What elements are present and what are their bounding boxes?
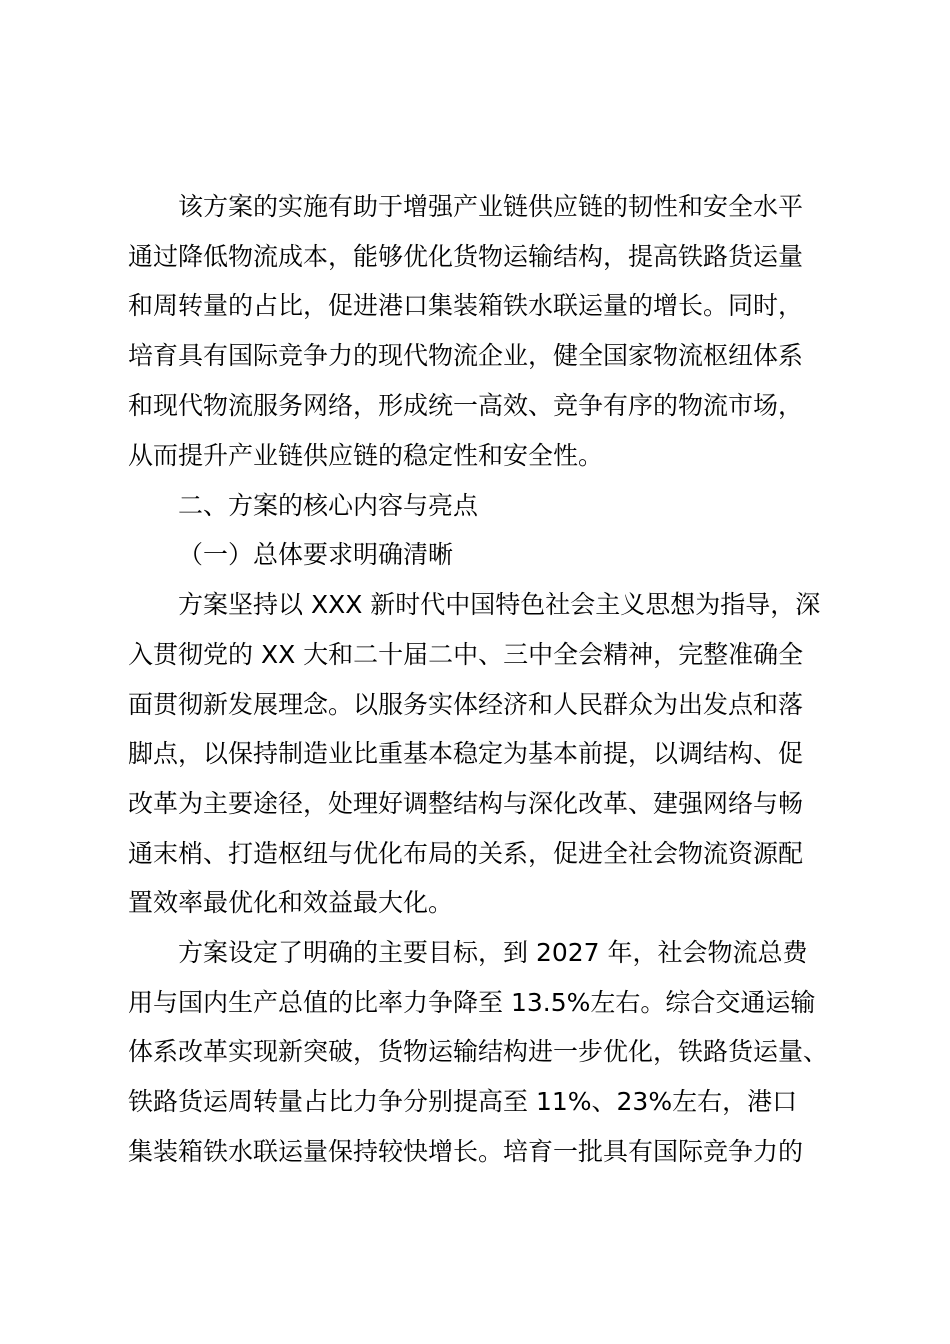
paragraph-2-line-3: 面贯彻新发展理念。以服务实体经济和人民群众为出发点和落 [128,690,804,719]
section-heading: 二、方案的核心内容与亮点 [178,491,479,520]
subsection-heading: （一）总体要求明确清晰 [178,540,454,569]
paragraph-1-line-4: 培育具有国际竞争力的现代物流企业，健全国家物流枢纽体系 [128,341,804,370]
paragraph-1-line-1: 该方案的实施有助于增强产业链供应链的韧性和安全水平 [178,192,804,221]
paragraph-3-line-1: 方案设定了明确的主要目标，到 2027 年，社会物流总费 [178,938,808,967]
paragraph-1-line-6: 从而提升产业链供应链的稳定性和安全性。 [128,441,604,470]
paragraph-2-line-1: 方案坚持以 XXX 新时代中国特色社会主义思想为指导，深 [178,590,821,619]
paragraph-2-line-2: 入贯彻党的 XX 大和二十届二中、三中全会精神，完整准确全 [128,640,804,669]
paragraph-2-line-6: 通末梢、打造枢纽与优化布局的关系，促进全社会物流资源配 [128,839,804,868]
paragraph-3-line-3: 体系改革实现新突破，货物运输结构进一步优化，铁路货运量、 [128,1037,829,1066]
paragraph-1-line-3: 和周转量的占比，促进港口集装箱铁水联运量的增长。同时， [128,291,804,320]
paragraph-3-line-5: 集装箱铁水联运量保持较快增长。培育一批具有国际竞争力的 [128,1137,804,1166]
paragraph-1-line-5: 和现代物流服务网络，形成统一高效、竞争有序的物流市场， [128,391,804,420]
paragraph-3-line-2: 用与国内生产总值的比率力争降至 13.5%左右。综合交通运输 [128,988,816,1017]
paragraph-2-line-7: 置效率最优化和效益最大化。 [128,888,454,917]
paragraph-1-line-2: 通过降低物流成本，能够优化货物运输结构，提高铁路货运量 [128,242,804,271]
paragraph-3-line-4: 铁路货运周转量占比力争分别提高至 11%、23%左右，港口 [128,1087,798,1116]
paragraph-2-line-4: 脚点，以保持制造业比重基本稳定为基本前提，以调结构、促 [128,739,804,768]
paragraph-2-line-5: 改革为主要途径，处理好调整结构与深化改革、建强网络与畅 [128,789,804,818]
